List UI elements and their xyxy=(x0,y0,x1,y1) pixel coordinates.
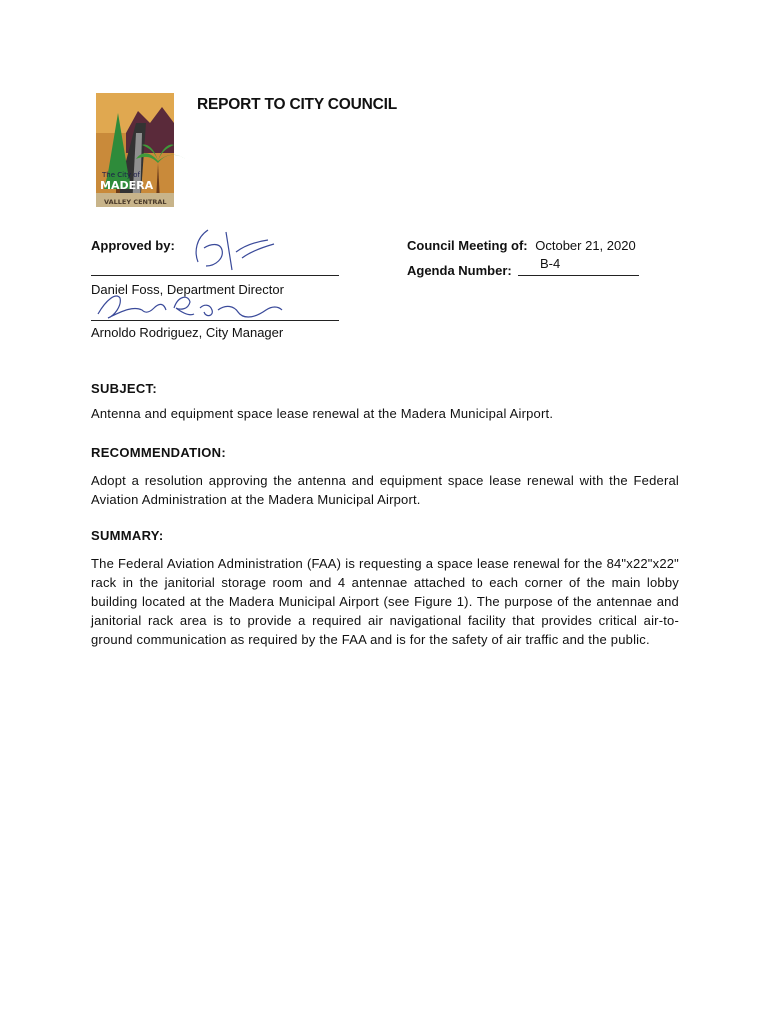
council-meeting-row xyxy=(407,238,636,253)
signature-daniel-foss xyxy=(190,222,280,274)
logo-line1: The City of xyxy=(102,171,140,179)
agenda-number-line xyxy=(518,275,639,276)
approved-by-label: Approved by: xyxy=(91,238,175,253)
signer1-name: Daniel Foss, Department Director xyxy=(91,282,284,297)
signature-arnoldo-rodriguez xyxy=(94,288,284,328)
subject-text: Antenna and equipment space lease renewal at the Madera Municipal Airport. xyxy=(91,406,554,421)
signer2-name: Arnoldo Rodriguez, City Manager xyxy=(91,325,284,340)
logo-line2: MADERA xyxy=(100,179,154,192)
subject-heading: SUBJECT: xyxy=(91,381,157,396)
report-title: REPORT TO CITY COUNCIL xyxy=(197,96,397,113)
agenda-number-value: B-4 xyxy=(540,256,561,271)
summary-heading: SUMMARY: xyxy=(91,528,164,543)
council-meeting-label: Council Meeting of: xyxy=(407,238,528,253)
signature-line-1 xyxy=(91,275,339,276)
signature-line-2 xyxy=(91,320,339,321)
council-meeting-date: October 21, 2020 xyxy=(535,238,636,253)
agenda-number-label: Agenda Number: xyxy=(407,263,512,278)
logo-line3: VALLEY CENTRAL xyxy=(104,198,167,206)
summary-text: The Federal Aviation Administration (FAA) is requesting a space lease renewal for the 84"x22"x22" rack in the janitorial storage room and 4 antennae attached to each corner of the main lobby building located at the Madera Municipal Airport (see Figure 1). The purpose of the antennae and janitorial rack area is to provide a required air navigational facility that provides critical air-to-ground communication as required by the FAA and is for the safety of air traffic and the public. xyxy=(91,556,679,647)
recommendation-text: Adopt a resolution approving the antenna and equipment space lease renewal with the Federal Aviation Administration at the Madera Municipal Airport. xyxy=(91,473,679,507)
city-of-madera-logo xyxy=(96,93,188,211)
recommendation-heading: RECOMMENDATION: xyxy=(91,445,226,460)
